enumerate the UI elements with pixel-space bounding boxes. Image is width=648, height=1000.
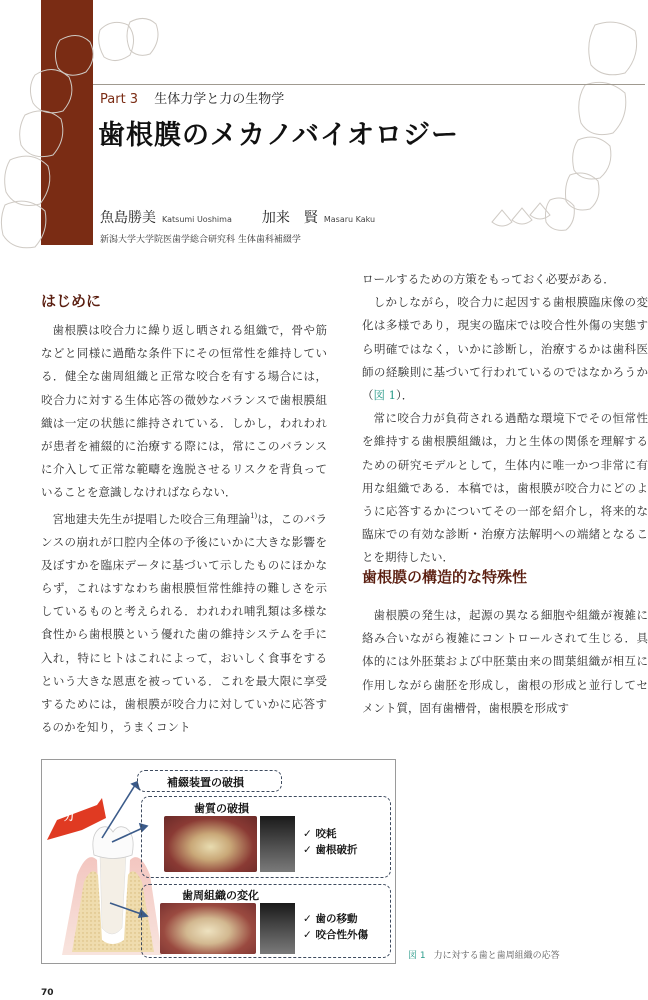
figure-caption-text: 力に対する歯と歯周組織の応答	[433, 951, 560, 961]
intraoral-photo-1	[164, 816, 257, 872]
paragraph: 歯根膜は咬合力に繰り返し晒される組織で，骨や筋などと同様に過酷な条件下にその恒常性を維持している．健全な歯周組織と正常な咬合を有する場合には，咬合力に対する生体応答の微妙なバランスで歯根膜組織は一定の状態に維持されている．しかし，われわれが患者を補綴的に治療する際には，常にこのバランスに介入して正常な範疇を逸脱させるリスクを背負っていることを意識しなければならない．	[41, 323, 327, 500]
list-item: ✓ 咬合性外傷	[303, 929, 368, 941]
paragraph: 常に咬合力が負荷される過酷な環境下でその恒常性を維持する歯根膜組織は，力と生体の関係を理解するための研究モデルとして，生体内に唯一かつ非常に有用な組織である．本稿では，歯根膜が咬合力にどのように応答するかについてその一部を紹介し，将来的な臨床での有効な診断・治療方法解明への端緒となることを期待したい．	[362, 411, 648, 565]
affiliation: 新潟大学大学院医歯学総合研究科 生体歯科補綴学	[100, 235, 301, 245]
paragraph-text: は，このバランスの崩れが口腔内全体の予後にいかに大きな影響を及ぼすかを臨床データに基づいて示したものにほかならず，これはすなわち歯根膜恒常性維持の難しさを示しているものと考えられる．われわれ哺乳類は多様な食性から歯根膜という優れた歯の維持システムを手に入れ，特にヒトはこれによって，おいしく食事をするという大きな恩恵を被っている．これを最大限に享受するためには，歯根膜が咬合力に対していかに応答するのかを知り，うまくコント	[41, 511, 327, 735]
article-title: 歯根膜のメカノバイオロジー	[98, 120, 460, 151]
author-name-ja: 魚島勝美	[100, 210, 156, 226]
part-title: 生体力学と力の生物学	[154, 92, 285, 107]
body-column-right	[362, 268, 648, 570]
author-name-en: Katsumi Uoshima	[162, 215, 232, 224]
figure-reference-link[interactable]: 図 1	[373, 388, 396, 403]
section-heading-structure: 歯根膜の構造的な特殊性	[362, 568, 528, 586]
figure-1	[41, 759, 396, 964]
box-periodontal-title: 歯周組織の変化	[182, 889, 259, 902]
tooth-damage-list	[303, 826, 357, 858]
page-number: 70	[41, 988, 54, 998]
list-item: ✓ 歯根破折	[303, 844, 358, 856]
xray-image-1	[260, 816, 295, 872]
figure-caption-label: 図 1	[408, 951, 426, 961]
box-tooth-damage-title: 歯質の破損	[194, 802, 249, 815]
part-label	[100, 88, 284, 107]
part-number: Part 3	[100, 92, 139, 107]
accent-bar	[41, 0, 93, 245]
reference-mark[interactable]: 1)	[250, 511, 258, 520]
body-column-left	[41, 319, 327, 739]
box-prosthesis-title: 補綴装置の破損	[167, 776, 244, 789]
section-heading-introduction: はじめに	[41, 292, 102, 310]
author-name-ja: 加来 賢	[261, 210, 318, 226]
paragraph	[362, 291, 648, 407]
header-rule	[93, 84, 645, 85]
force-label: 力	[64, 812, 74, 823]
xray-image-2	[260, 903, 295, 954]
paragraph-text: しかしながら，咬合力に起因する歯根膜臨床像の変化は多様であり，現実の臨床では咬合性外傷の実態すら明確ではなく，いかに診断し，治療するかは歯科医師の経験則に基づいて行われているのではなかろうか（	[362, 295, 648, 403]
periodontal-change-list	[303, 911, 368, 943]
paragraph-text: 宮地建夫先生が提唱した咬合三角理論	[52, 511, 251, 526]
body-column-right-lower	[362, 604, 648, 720]
intraoral-photo-2	[160, 903, 256, 954]
author-list	[100, 207, 405, 227]
paragraph-text: ）．	[395, 388, 414, 403]
paragraph-continuation: ロールするための方策をもっておく必要がある．	[362, 272, 615, 286]
list-item: ✓ 咬耗	[303, 828, 337, 840]
paragraph	[41, 505, 327, 740]
paragraph: 歯根膜の発生は，起源の異なる細胞や組織が複雑に絡み合いながら複雑にコントロールされて生じる．具体的には外胚葉および中胚葉由来の間葉組織が相互に作用しながら歯胚を形成し，歯根の形成と並行してセメント質，固有歯槽骨，歯根膜を形成す	[362, 608, 648, 715]
author-name-en: Masaru Kaku	[323, 215, 376, 224]
figure-caption	[408, 948, 560, 961]
list-item: ✓ 歯の移動	[303, 913, 358, 925]
